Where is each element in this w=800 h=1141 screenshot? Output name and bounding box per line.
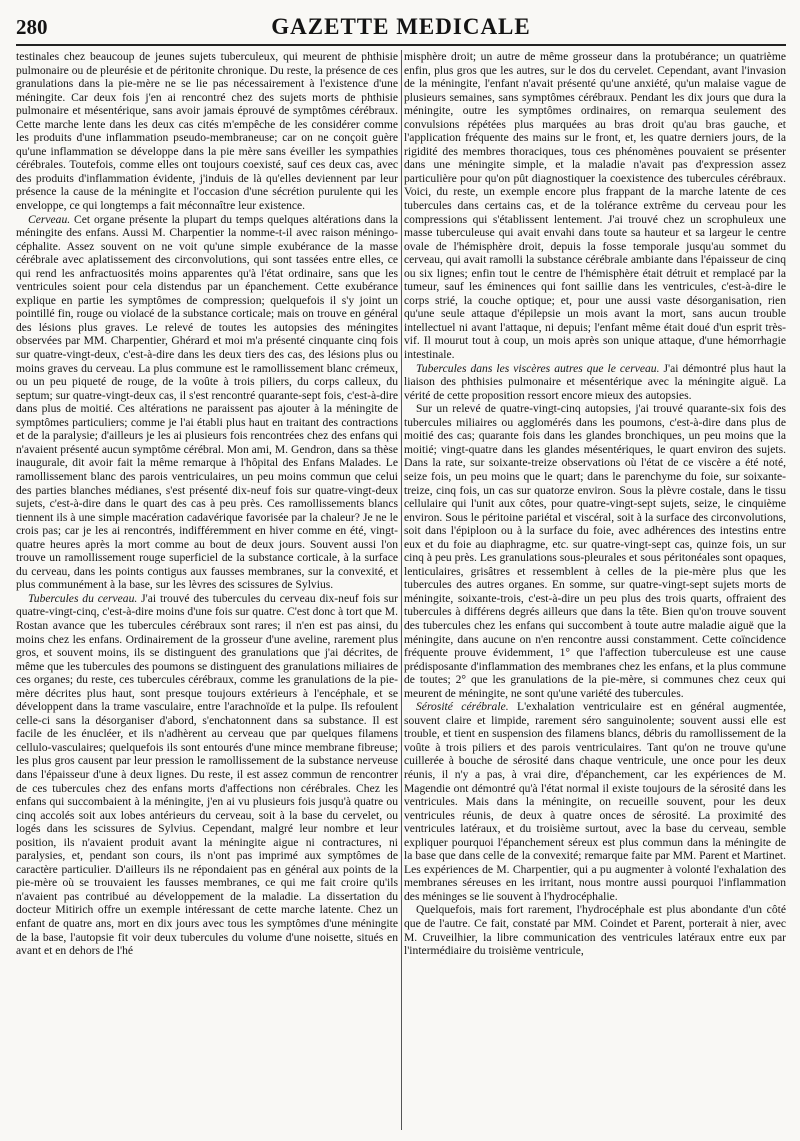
paragraph-text: J'ai trouvé des tubercules du cerveau dix-neuf fois sur quatre-vingt-cinq, c'est-à-dire moins d'une fois sur quatre. C'est donc à tort que M. Rostan avance que les tubercules cérébraux sont rares; il n'en est pas ainsi, du moins chez les enfans. Ordinairement de la grosseur d'une aveline, rarement plus gros, et souvent moins, ils se distinguent des granulations que j'ai décrites, de même que les tubercules des poumons se distinguent des granulations miliaires de ces organes; du reste, ces tubercules cérébraux, comme les granulations de la pie-mère décrites plus haut, sont presque toujours extérieurs à l'encéphale, et se développent dans la trame vasculaire, entre l'arachnoïde et la pulpe. Ils refoulent celle-ci sans la désorganiser d'abord, s'enchatonnent dans sa substance. Il est facile de les énucléer, et ils n'adhèrent au cerveau que par quelques filamens cellulo-vasculaires; quelquefois ils sont entourés d'une mince membrane fibreuse; les plus gros causent par leur pression le ramollissement de la substance nerveuse dans l'épaisseur d'une à deux lignes. Du reste, il est assez commun de rencontrer de ces tubercules chez des enfans morts d'affections non cérébrales. Chez les enfans qui succombaient à la méningite, j'en ai vu plusieurs fois jusqu'à quatre ou cinq accolés soit aux lobes antérieurs du cerveau, soit à la base du cervelet, ou logés dans les scissures de Sylvius. Cependant, malgré leur nombre et leur position, ils n'avaient produit avant la méningite aigue ni contractures, ni paralysies, et, pendant son cours, ils n'ont pas imprimé aux symptômes de caractère particulier. D'ailleurs ils ne répondaient pas en général aux points de la pie-mère où se trouvaient les fausses membranes, ce qui me fait croire qu'ils n'avaient pas contribué au développement de la maladie. La dissertation du docteur Mitirich offre un exemple intéressant de cette marche latente. Chez un enfant de quatre ans, mort en dix jours avec tous les symptômes d'une méningite de la base, l'autopsie fit voir deux tubercules du volume d'une noisette, situés en avant et en dehors de l'hé [16, 591, 398, 958]
column-divider [401, 50, 402, 1130]
paragraph [404, 362, 786, 403]
paragraph [16, 592, 398, 958]
paragraph [16, 213, 398, 592]
paragraph-text: L'exhalation ventriculaire est en général augmentée, souvent claire et limpide, rarement séro sanguinolente; souvent aussi elle est trouble, et tient en suspension des filamens blancs, débris du ramollissement de la voûte à trois piliers et des parois ventriculaires. Tant qu'on ne trouve qu'une cuillerée à bouche de sérosité dans chaque ventricule, une once pour les deux réunis, il n'y a pas, à vrai dire, d'épanchement, car les expériences de M. Magendie ont démontré qu'à l'état normal il existe toujours de la sérosité dans les ventricules. Mais dans la méningite, on recueille souvent, pour les deux ventricules réunis, de deux à quatre onces de sérosité. La proximité des ventricules latéraux, et du troisième surtout, avec la base du cerveau, semble expliquer pourquoi l'épanchement séreux est plus commun dans la méningite de la base que dans celle de la convexité; remarque faite par MM. Parent et Martinet. Les expériences de M. Charpentier, qui a pu augmenter à volonté l'exhalation des membranes séreuses en les irritant, nous montre aussi pourquoi l'inflammation des méninges se lie souvent à l'hydrocéphalie. [404, 700, 786, 903]
paragraph-text: Cet organe présente la plupart du temps quelques altérations dans la méningite des enfans. Aussi M. Charpentier la nomme-t-il avec raison méningo-céphalite. Assez souvent on ne voit qu'une simple exubérance de la masse cérébrale avec aplatissement des circonvolutions, qui sont tassées entre elles, ce qui rend les anfractuosités moins apparentes qu'à l'état ordinaire, sans que les ventricules soient pour cela distendus par un épanchement. Cette exubérance explique en partie les symptômes de compression; quelquefois il s'y joint un pointillé fin, rouge ou violacé de la substance corticale; mais on trouve en général des lésions plus graves. Le relevé de toutes les autopsies des méningites observées par MM. Charpentier, Ghérard et moi m'a présenté cinquante cinq fois sur quatre-vingt-deux, c'est-à-dire dans les deux tiers des cas, des lésions plus ou moins graves du cerveau. La plus commune est le ramollissement blanc crémeux, ou un peu piqueté de rouge, de la voûte à trois piliers, du corps calleux, du septum; sur quatre-vingt-deux cas, il s'est rencontré quarante-sept fois, c'est-à-dire dans plus de moitié. Ces altérations ne paraissent pas ajouter à la méningite de symptômes particuliers; comme je l'ai établi plus haut en traitant des contractions et de la paralysie; d'ailleurs je les ai plusieurs fois rencontrées chez des enfans qui n'avaient présenté aucun symptôme cérébral. Mon ami, M. Gendron, dans sa thèse inaugurale, dit avoir fait la même remarque à l'hôpital des Enfans Malades. Le ramollissement blanc des parois ventriculaires, un peu moins commun que celui des parties blanches médianes, s'est présenté dix-neuf fois sur quatre-vingt-deux sujets, c'est-à-dire dans le quart des cas à peu près. Ces ramollissements blancs tiennent ils à une simple macération cadavérique favorisée par la chaleur? Je ne le crois pas; car je les ai rencontrés, indifféremment en hiver comme en été, vingt-quatre heures après la mort comme au bout de deux jours. Souvent aussi l'on trouve un ramollissement rouge superficiel de la substance corticale, à la surface du cerveau, dans les points contigus aux fausses membranes, sur la convexité, et plus communément à la base, sur les lèvres des scissures de Sylvius. [16, 212, 398, 592]
paragraph: Sur un relevé de quatre-vingt-cinq autopsies, j'ai trouvé quarante-six fois des tubercules miliaires ou agglomérés dans les poumons, c'est-à-dire dans plus de moitié des cas; quarante fois dans les glandes bronchiques, un peu moins que la moitié; vingt-quatre dans les glandes mésentériques, le quart environ des sujets. Dans la rate, sur soixante-treize observations où l'état de ce viscère a été noté, seize fois, un peu moins que le quart; dans le parenchyme du foie, sur soixante-treize, cinq fois, un cas sur quatorze environ. Sous la plèvre costale, dans le tissu cellulaire qui l'unit aux côtes, pour quatre-vingt-sept sujets, seize, le cinquième environ. Sous le péritoine pariétal et viscéral, soit à la surface des circonvolutions, soit dans l'épiploon ou à la surface du foie, avec adhérences des intestins entre eux et du foie au diaphragme, etc. sur quatre-vingt-sept cas, quinze fois, un sur cinq à peu près. Les granulations sous-pleurales et sous péritonéales sont opaques, lenticulaires, grisâtres et ressemblent à celles de la pie-mère plus que les tubercules des autres organes. En somme, sur quatre-vingt-sept sujets morts de méningite, soixante-trois, c'est-à-dire un peu plus des trois quarts, offraient des tubercules à différens degrés ailleurs que dans la tête. Bien qu'on trouve souvent des tubercules chez les enfans qui succombent à toute autre maladie aiguë que la méningite, dans aucune on n'en rencontre aussi constamment. Cette coïncidence fréquente prouve évidemment, 1° que l'affection tuberculeuse est une cause prédisposante d'inflammation des membranes chez les enfans, et la plus commune de toutes; 2° que les granulations de la pie-mère, si communes chez ceux qui meurent de méningite, ne sont qu'une variété des tubercules. [404, 402, 786, 700]
page-number: 280 [16, 15, 48, 39]
section-heading: Cerveau. [28, 212, 71, 226]
journal-title: GAZETTE MEDICALE [271, 14, 531, 39]
text-columns [16, 50, 786, 1130]
paragraph-text: J'ai démontré plus haut la liaison des phthisies pulmonaire et mésentérique avec la méningite aiguë. La vérité de cette proposition ressort encore mieux des autopsies. [404, 361, 786, 402]
left-column [16, 50, 398, 1130]
right-column [404, 50, 786, 1130]
paragraph: Quelquefois, mais fort rarement, l'hydrocéphale est plus abondante d'un côté que de l'autre. Ce fait, constaté par MM. Coindet et Parent, porterait à nier, avec M. Cruveilhier, la libre communication des ventricules latéraux entre eux par l'intermédiaire du troisième ventricule, [404, 903, 786, 958]
paragraph: testinales chez beaucoup de jeunes sujets tuberculeux, qui meurent de phthisie pulmonaire ou de pleurésie et de péritonite chronique. Du reste, la présence de ces granulations dans la pie-mère ne se lie pas nécessairement à l'existence d'une méningite. Car deux fois j'en ai rencontré chez des sujets morts de phthisie pulmonaire et mésentérique, sans avoir jamais éprouvé de symptômes cérébraux. Cette marche lente dans les deux cas cités m'empêche de les considérer comme les produits d'une inflammation pseudo-membraneuse; car on ne conçoit guère qu'une inflammation se développe dans la pie mère sans éveiller les sympathies cérébrales. Toutefois, comme elles ont toujours coexisté, sauf ces deux cas, avec des produits d'inflammation évidente, j'induis de là qu'elles deviennent par leur présence la cause de la méningite et l'occasion d'une sécrétion purulente qui les enveloppe, ce qui longtemps a fait méconnaître leur existence. [16, 50, 398, 213]
paragraph [404, 700, 786, 903]
section-heading: Sérosité cérébrale. [416, 700, 509, 714]
section-heading: Tubercules dans les viscères autres que le cerveau. [416, 361, 660, 375]
section-heading: Tubercules du cerveau. [28, 591, 138, 605]
paragraph: misphère droit; un autre de même grosseur dans la protubérance; un quatrième enfin, plus gros que les autres, sur le dos du cervelet. Cependant, avant l'invasion de la méningite, l'enfant n'avait présenté qu'une anxiété, qu'un malaise vague de plusieurs semaines, sans symptômes cérébraux. Pendant les dix jours que dura la méningite, outre les symptômes ordinaires, on remarqua seulement des convulsions répétées plus marquées au bras droit qu'au bras gauche, et l'application fréquente des mains sur le front, et, les quatre derniers jours, de la rigidité des membres thoraciques, tous ces phénomènes pouvaient se présenter dans une méningite simple, et la maladie n'avait pas d'expression assez particulière pour qu'on pût diagnostiquer la coexistence des tubercules cérébraux. Voici, du reste, un exemple encore plus frappant de la marche latente de ces tubercules dans certains cas, et de la tolérance extrême du cerveau pour les compressions qui s'établissent lentement. J'ai trouvé chez un scrophuleux une masse tuberculeuse qui avait envahi dans toute sa hauteur et sa largeur le centre ovale de l'hémisphère droit, depuis la fosse temporale jusqu'au sommet du cerveau, qui avait ramolli la substance cérébrale ambiante dans l'épaisseur de cinq ou six lignes; enfin tout le centre de l'hémisphère était détruit et remplacé par la tumeur, sauf les éminences qui font saillie dans les ventricules, c'est-à-dire le corps strié, la couche optique; et, pour une aussi vaste désorganisation, rien qu'une seule attaque d'épilepsie un mois avant la mort, sans aucun trouble intellectuel ni avant l'attaque, ni depuis; l'enfant même était doué d'un esprit très-vif. Il mourut tout à coup, un mois après son unique attaque, d'une hémorrhagie intestinale. [404, 50, 786, 362]
page-header [16, 14, 786, 46]
